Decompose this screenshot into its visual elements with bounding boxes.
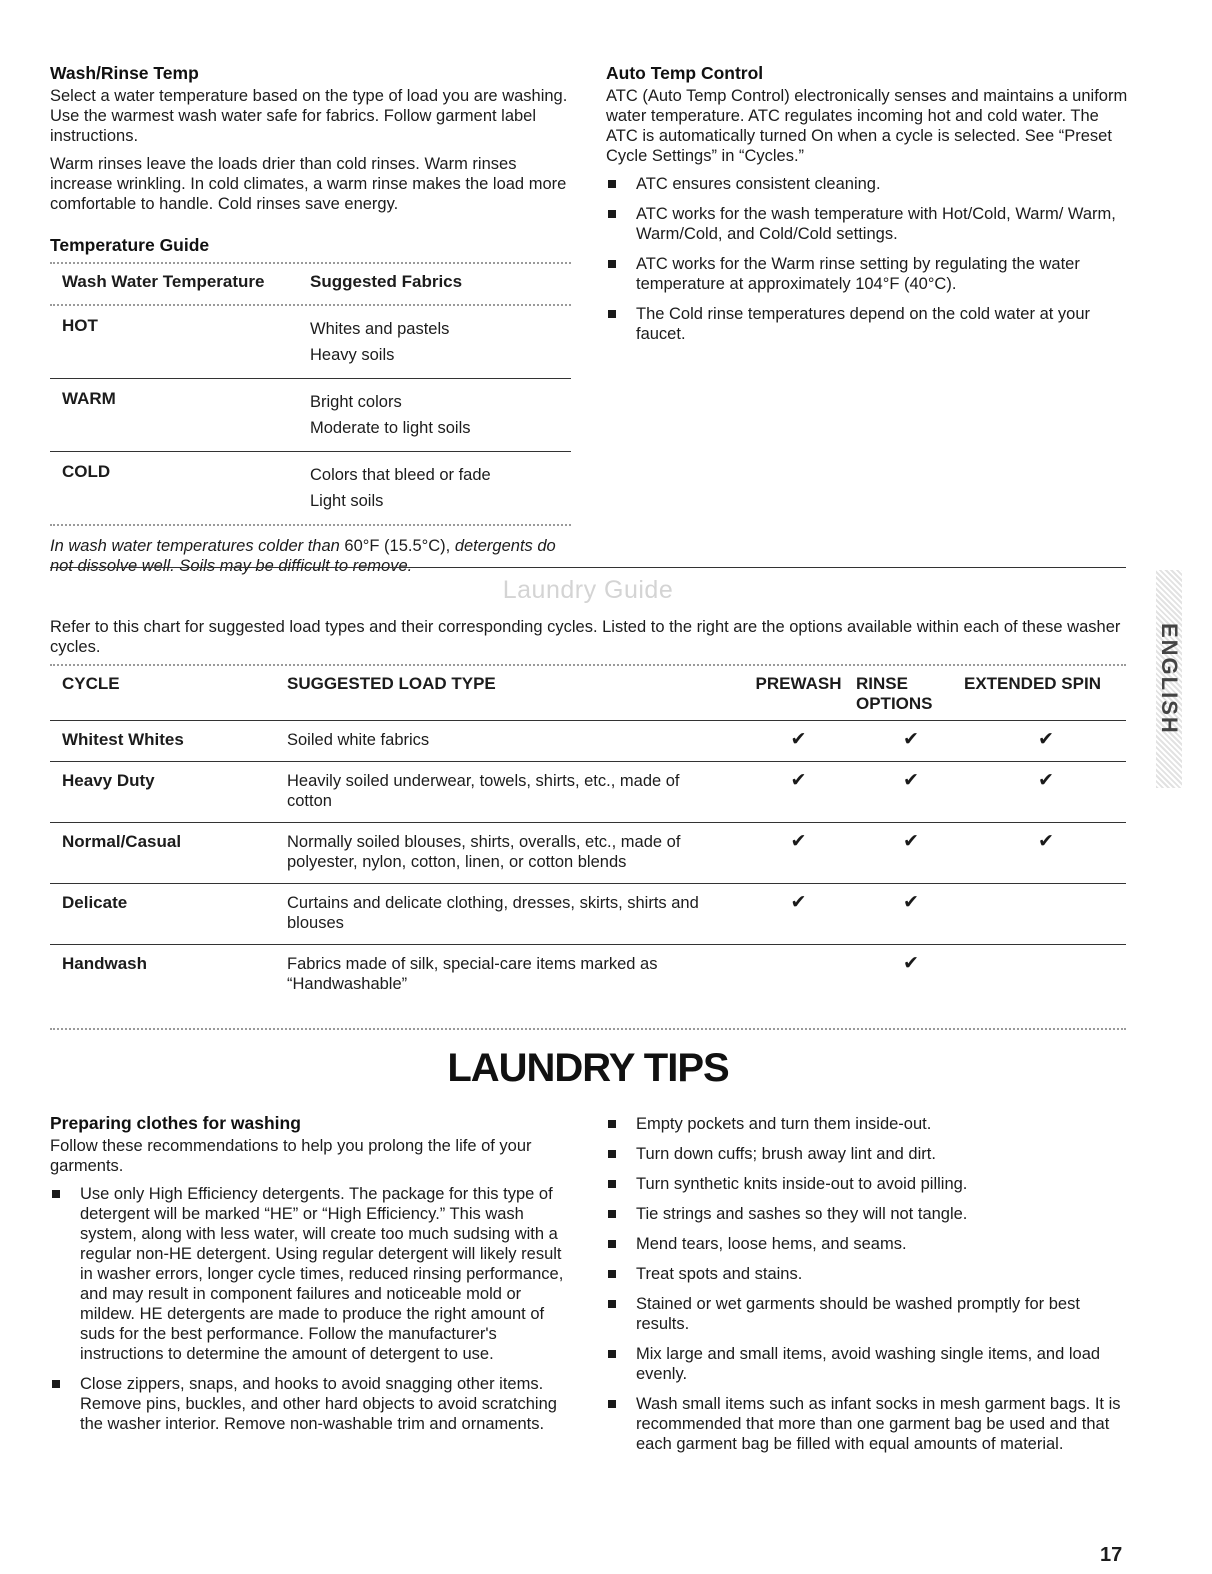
prewash-check-icon: ✔ xyxy=(790,770,807,791)
wash-rinse-section xyxy=(50,62,570,576)
tips-bullets xyxy=(606,1114,1131,1454)
preparing-clothes-heading: Preparing clothes for washing xyxy=(50,1113,301,1133)
page-number: 17 xyxy=(1100,1544,1123,1566)
fabric-line: Heavy soils xyxy=(310,346,395,364)
spin-check-icon xyxy=(966,954,1126,994)
bullet-text: ATC works for the Warm rinse setting by regulating the water temperature at approximately 104°F (40°C). xyxy=(636,255,1080,293)
note-part-b: 60°F (15.5°C), xyxy=(344,537,455,555)
bullet-square-icon xyxy=(608,1350,616,1358)
fabric-line: Moderate to light soils xyxy=(310,419,471,437)
list-item xyxy=(606,204,1131,244)
bullet-square-icon xyxy=(608,1120,616,1128)
temperature-guide-table xyxy=(50,262,571,526)
bullet-text: Mix large and small items, avoid washing single items, and load evenly. xyxy=(636,1345,1101,1383)
bullet-text: ATC works for the wash temperature with Hot/Cold, Warm/ Warm, Warm/Cold, and Cold/Cold settings. xyxy=(636,205,1116,243)
bullet-square-icon xyxy=(608,1180,616,1188)
table-row xyxy=(50,379,571,451)
list-item xyxy=(50,1184,570,1364)
cycle-table-header xyxy=(50,666,1126,720)
table-row xyxy=(50,452,571,524)
temp-fabrics xyxy=(310,316,571,368)
list-item xyxy=(606,1234,1131,1254)
temp-label: COLD xyxy=(62,462,111,481)
bullet-text: Use only High Efficiency detergents. The package for this type of detergent will be marked “HE” or “High Efficiency.” This wash system, along with less water, will create too much sudsing with a regular non-HE detergent. Using regular detergent will likely result in washer errors, longer cycle times, reduced rinsing performance, and may result in component failures and noticeable mold or mildew. HE detergents are made to produce the right amount of suds for the best performance. Follow the manufacturer's instructions to determine the amount of detergent to use. xyxy=(80,1185,564,1363)
bullet-text: Wash small items such as infant socks in mesh garment bags. It is recommended that more than one garment bag be used and that each garment bag be filled with equal amounts of material. xyxy=(636,1395,1121,1453)
auto-temp-bullets xyxy=(606,174,1131,344)
bullet-square-icon xyxy=(608,1400,616,1408)
cycle-load-type: Heavily soiled underwear, towels, shirts, etc., made of cotton xyxy=(287,772,680,810)
temp-label: WARM xyxy=(62,389,116,408)
header-load-type: SUGGESTED LOAD TYPE xyxy=(287,674,496,693)
spin-check-icon: ✔ xyxy=(1038,729,1054,750)
table-bottom-rule xyxy=(50,1028,1126,1030)
auto-temp-heading: Auto Temp Control xyxy=(606,63,764,83)
laundry-guide-title: Laundry Guide xyxy=(502,576,674,604)
cycle-load-type: Normally soiled blouses, shirts, overalls, etc., made of polyester, nylon, cotton, linen, or cotton blends xyxy=(287,833,681,871)
laundry-guide-intro: Refer to this chart for suggested load types and their corresponding cycles. Listed to the right are the options available within each of these washer cycles. xyxy=(50,618,1121,656)
cycle-name: Delicate xyxy=(62,893,128,912)
temperature-note xyxy=(50,536,570,576)
temp-fabrics xyxy=(310,389,571,441)
preparing-clothes-section xyxy=(50,1112,570,1444)
bullet-square-icon xyxy=(608,180,616,188)
bullet-square-icon xyxy=(608,1240,616,1248)
table-row xyxy=(50,761,1126,822)
rinse-check-icon: ✔ xyxy=(903,892,919,913)
section-divider xyxy=(50,567,1126,568)
bullet-square-icon xyxy=(52,1190,60,1198)
header-rinse-options: RINSE OPTIONS xyxy=(856,674,933,713)
header-cycle: CYCLE xyxy=(62,674,120,693)
cycle-load-type: Curtains and delicate clothing, dresses, skirts, shirts and blouses xyxy=(287,894,699,932)
bullet-text: The Cold rinse temperatures depend on the cold water at your faucet. xyxy=(636,305,1091,343)
list-item xyxy=(606,1264,1131,1284)
spin-check-icon: ✔ xyxy=(1038,831,1054,852)
bullet-text: Turn synthetic knits inside-out to avoid pilling. xyxy=(636,1175,968,1193)
auto-temp-para: ATC (Auto Temp Control) electronically senses and maintains a uniform water temperature. ATC regulates incoming hot and cold water. The ATC is automatically turned On when a cycle is selected. See “Preset Cycle Settings” in “Cycles.” xyxy=(606,87,1128,165)
cycle-name: Heavy Duty xyxy=(62,771,155,790)
temp-fabrics xyxy=(310,462,571,514)
prewash-check-icon: ✔ xyxy=(790,892,807,913)
laundry-tips-title: LAUNDRY TIPS xyxy=(447,1046,729,1090)
header-extended-spin: EXTENDED SPIN xyxy=(964,674,1101,693)
bullet-square-icon xyxy=(608,1210,616,1218)
temperature-table-header xyxy=(50,264,571,304)
table-bottom-rule xyxy=(50,524,571,526)
temperature-guide-heading: Temperature Guide xyxy=(50,235,210,255)
table-row xyxy=(50,944,1126,1005)
list-item xyxy=(606,1144,1131,1164)
cycle-load-type: Soiled white fabrics xyxy=(287,731,430,749)
bullet-text: Stained or wet garments should be washed promptly for best results. xyxy=(636,1295,1080,1333)
list-item xyxy=(50,1374,570,1434)
preparing-clothes-bullets xyxy=(50,1184,570,1434)
wash-rinse-para-2: Warm rinses leave the loads drier than cold rinses. Warm rinses increase wrinkling. In cold climates, a warm rinse makes the load more comfortable to handle. Cold rinses save energy. xyxy=(50,155,567,213)
rinse-check-icon: ✔ xyxy=(903,770,919,791)
temp-label: HOT xyxy=(62,316,98,335)
spin-check-icon: ✔ xyxy=(1038,770,1054,791)
bullet-text: Close zippers, snaps, and hooks to avoid snagging other items. Remove pins, buckles, and other hard objects to avoid scratching the washer interior. Remove non-washable trim and ornaments. xyxy=(80,1375,557,1433)
table-row xyxy=(50,883,1126,944)
wash-rinse-para-1: Select a water temperature based on the type of load you are washing. Use the warmest wash water safe for fabrics. Follow garment label instructions. xyxy=(50,87,568,145)
prewash-check-icon: ✔ xyxy=(790,831,807,852)
spin-check-icon xyxy=(966,893,1126,933)
language-side-tab: ENGLISH xyxy=(1156,570,1182,788)
header-wash-water-temperature: Wash Water Temperature xyxy=(62,272,265,291)
bullet-text: Treat spots and stains. xyxy=(636,1265,803,1283)
table-row xyxy=(50,721,1126,761)
bullet-square-icon xyxy=(608,260,616,268)
bullet-square-icon xyxy=(608,1300,616,1308)
preparing-clothes-intro: Follow these recommendations to help you prolong the life of your garments. xyxy=(50,1137,532,1175)
auto-temp-section xyxy=(606,62,1131,354)
table-row xyxy=(50,822,1126,883)
wash-rinse-heading: Wash/Rinse Temp xyxy=(50,63,199,83)
bullet-square-icon xyxy=(608,210,616,218)
rinse-check-icon: ✔ xyxy=(903,831,919,852)
list-item xyxy=(606,1204,1131,1224)
note-part-a: In wash water temperatures colder than xyxy=(50,537,345,555)
rinse-check-icon: ✔ xyxy=(903,953,919,974)
prewash-check-icon xyxy=(741,954,856,994)
tips-right-column xyxy=(606,1114,1131,1464)
list-item xyxy=(606,1294,1131,1334)
bullet-square-icon xyxy=(52,1380,60,1388)
list-item xyxy=(606,304,1131,344)
prewash-check-icon: ✔ xyxy=(790,729,807,750)
list-item xyxy=(606,1114,1131,1134)
fabric-line: Light soils xyxy=(310,492,384,510)
fabric-line: Whites and pastels xyxy=(310,320,450,338)
bullet-text: Tie strings and sashes so they will not tangle. xyxy=(636,1205,968,1223)
bullet-square-icon xyxy=(608,310,616,318)
cycle-name: Normal/Casual xyxy=(62,832,182,851)
bullet-text: Mend tears, loose hems, and seams. xyxy=(636,1235,907,1253)
header-prewash: PREWASH xyxy=(755,674,842,693)
bullet-text: Turn down cuffs; brush away lint and dirt. xyxy=(636,1145,936,1163)
list-item xyxy=(606,174,1131,194)
laundry-guide-table xyxy=(50,664,1126,1005)
note-part-c: detergents do not dissolve well. Soils may be difficult to remove. xyxy=(50,537,556,575)
list-item xyxy=(606,1174,1131,1194)
cycle-name: Whitest Whites xyxy=(62,730,184,749)
list-item xyxy=(606,1344,1131,1384)
cycle-name: Handwash xyxy=(62,954,148,973)
bullet-text: Empty pockets and turn them inside-out. xyxy=(636,1115,932,1133)
list-item xyxy=(606,1394,1131,1454)
fabric-line: Colors that bleed or fade xyxy=(310,466,491,484)
header-suggested-fabrics: Suggested Fabrics xyxy=(310,272,463,291)
table-row xyxy=(50,306,571,378)
list-item xyxy=(606,254,1131,294)
fabric-line: Bright colors xyxy=(310,393,402,411)
cycle-load-type: Fabrics made of silk, special-care items marked as “Handwashable” xyxy=(287,955,658,993)
bullet-square-icon xyxy=(608,1150,616,1158)
bullet-square-icon xyxy=(608,1270,616,1278)
rinse-check-icon: ✔ xyxy=(903,729,919,750)
bullet-text: ATC ensures consistent cleaning. xyxy=(636,175,881,193)
